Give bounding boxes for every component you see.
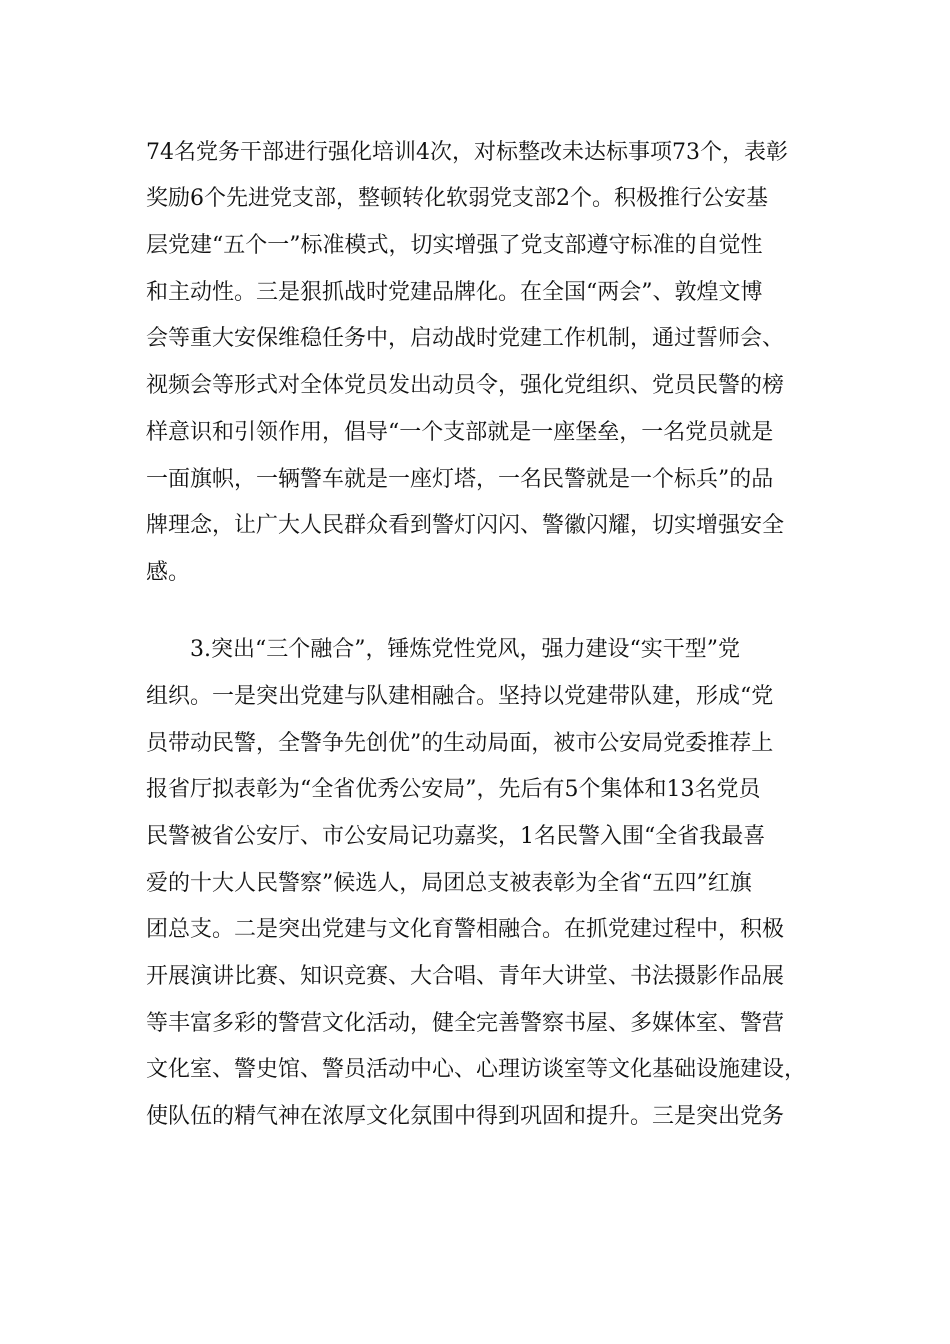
text-line: 团总支。二是突出党建与文化育警相融合。在抓党建过程中，积极	[146, 917, 785, 942]
text-line: 奖励6个先进党支部，整顿转化软弱党支部2个。积极推行公安基	[146, 186, 768, 211]
text-line: 74名党务干部进行强化培训4次，对标整改未达标事项73个，表彰	[146, 140, 788, 165]
text-line: 感。	[146, 560, 191, 585]
text-line: 员带动民警，全警争先创优”的生动局面，被市公安局党委推荐上	[146, 731, 774, 756]
text-line: 和主动性。三是狠抓战时党建品牌化。在全国“两会”、敦煌文博	[146, 280, 763, 305]
text-line: 组织。一是突出党建与队建相融合。坚持以党建带队建，形成“党	[146, 684, 774, 709]
text-line: 等丰富多彩的警营文化活动，健全完善警察书屋、多媒体室、警营	[146, 1011, 785, 1036]
text-line: 爱的十大人民警察”候选人，局团总支被表彰为全省“五四”红旗	[146, 871, 752, 896]
text-line: 一面旗帜，一辆警车就是一座灯塔，一名民警就是一个标兵”的品	[146, 467, 774, 492]
text-line: 3.突出“三个融合”，锤炼党性党风，强力建设“实干型”党	[190, 637, 740, 662]
text-line: 报省厅拟表彰为“全省优秀公安局”，先后有5个集体和13名党员	[146, 777, 761, 802]
text-line: 文化室、警史馆、警员活动中心、心理访谈室等文化基础设施建设，	[146, 1057, 807, 1082]
text-line: 会等重大安保维稳任务中，启动战时党建工作机制，通过誓师会、	[146, 326, 785, 351]
text-line: 层党建“五个一”标准模式，切实增强了党支部遵守标准的自觉性	[146, 233, 763, 258]
text-line: 民警被省公安厅、市公安局记功嘉奖，1名民警入围“全省我最喜	[146, 824, 766, 849]
text-line: 牌理念，让广大人民群众看到警灯闪闪、警徽闪耀，切实增强安全	[146, 513, 785, 538]
text-line: 使队伍的精气神在浓厚文化氛围中得到巩固和提升。三是突出党务	[146, 1104, 785, 1129]
text-line: 视频会等形式对全体党员发出动员令，强化党组织、党员民警的榜	[146, 373, 785, 398]
text-line: 开展演讲比赛、知识竞赛、大合唱、青年大讲堂、书法摄影作品展	[146, 964, 785, 989]
text-line: 样意识和引领作用，倡导“一个支部就是一座堡垒，一名党员就是	[146, 420, 774, 445]
